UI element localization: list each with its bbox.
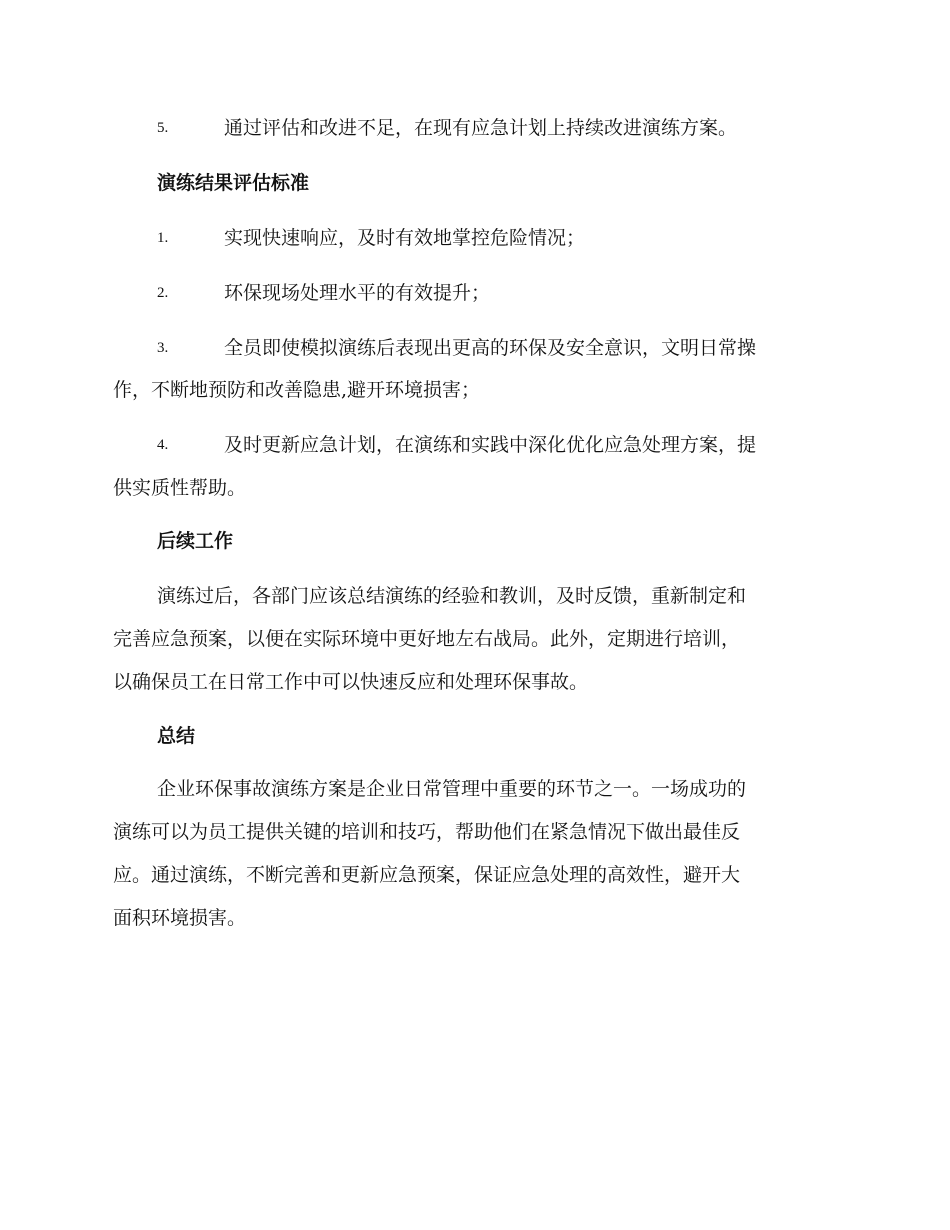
list-item-text: 环保现场处理水平的有效提升；	[224, 282, 491, 304]
list-item-text: 及时更新应急计划，在演练和实践中深化优化应急处理方案，提	[224, 434, 757, 456]
list-item-number: 3.	[157, 340, 169, 356]
list-item-number: 4.	[157, 437, 169, 453]
list-item-text: 全员即使模拟演练后表现出更高的环保及安全意识，文明日常操	[224, 337, 757, 359]
paragraph-line: 企业环保事故演练方案是企业日常管理中重要的环节之一。一场成功的	[157, 778, 747, 800]
paragraph-line: 以确保员工在日常工作中可以快速反应和处理环保事故。	[113, 671, 589, 693]
list-item-number: 5.	[157, 120, 169, 136]
paragraph-line: 面积环境损害。	[113, 907, 247, 929]
list-item-text: 通过评估和改进不足，在现有应急计划上持续改进演练方案。	[224, 117, 738, 139]
paragraph-line: 完善应急预案，以便在实际环境中更好地左右战局。此外，定期进行培训，	[113, 628, 741, 650]
list-item-text: 实现快速响应，及时有效地掌控危险情况；	[224, 227, 586, 249]
list-item-number: 1.	[157, 230, 169, 246]
section-heading-evaluation: 演练结果评估标准	[157, 172, 310, 194]
list-item-text-continuation: 作，不断地预防和改善隐患,避开环境损害；	[113, 379, 481, 401]
paragraph-line: 演练过后，各部门应该总结演练的经验和教训，及时反馈，重新制定和	[157, 585, 747, 607]
paragraph-line: 演练可以为员工提供关键的培训和技巧，帮助他们在紧急情况下做出最佳反	[113, 821, 741, 843]
list-item-text-continuation: 供实质性帮助。	[113, 477, 247, 499]
section-heading-summary: 总结	[157, 725, 196, 747]
section-heading-follow-up: 后续工作	[157, 530, 234, 552]
paragraph-line: 应。通过演练，不断完善和更新应急预案，保证应急处理的高效性，避开大	[113, 864, 741, 886]
list-item-number: 2.	[157, 285, 169, 301]
